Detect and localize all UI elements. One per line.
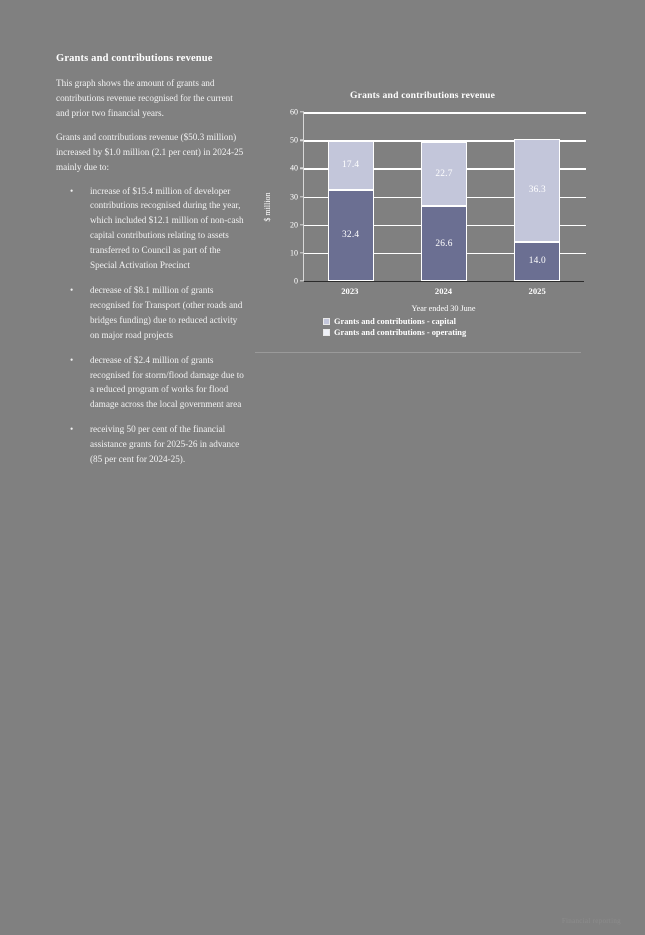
y-tick-label: 60	[290, 107, 298, 117]
chart-plot-container	[255, 107, 590, 302]
bar-value-label: 32.4	[342, 230, 360, 241]
bar-value-label: 26.6	[435, 238, 453, 249]
x-axis-label: Year ended 30 June	[411, 304, 476, 313]
bar-value-label: 17.4	[342, 160, 360, 171]
legend-label-capital: Grants and contributions - capital	[334, 317, 456, 326]
bullet-icon: •	[70, 185, 74, 196]
x-tick-2024: 2024	[434, 286, 453, 296]
y-tick-label: 10	[290, 248, 298, 258]
bar-segment-capital	[514, 139, 560, 241]
bar-value-label: 22.7	[435, 169, 453, 180]
legend-swatch-capital	[323, 318, 330, 325]
summary-paragraph: Grants and contributions revenue ($50.3 million) increased by $1.0 million (2.1 per cent) in 2024-25 mainly due to:	[56, 131, 244, 172]
bar-value-label: 14.0	[528, 256, 546, 267]
x-tick-2023: 2023	[341, 286, 359, 296]
y-tick-label: 40	[290, 163, 298, 173]
list-item	[56, 283, 246, 343]
bullet-icon: •	[70, 354, 74, 365]
list-item-text: receiving 50 per cent of the financial assistance grants for 2025-26 in advance (85 per cent for 2024-25).	[90, 424, 240, 465]
bar-series-layer	[304, 112, 584, 281]
bar-segment-operating	[328, 190, 374, 281]
y-tick-label: 0	[294, 276, 298, 286]
bar-value-label: 36.3	[528, 185, 546, 196]
bar-segment-capital	[421, 142, 467, 206]
legend-item-capital	[323, 317, 590, 326]
bar-segment-capital	[328, 141, 374, 190]
bar-group-2	[514, 112, 560, 281]
chart-title: Grants and contributions revenue	[349, 90, 496, 101]
grants-contributions-chart	[255, 86, 590, 356]
list-item-text: increase of $15.4 million of developer contributions recognised during the year, which included $12.1 million of non-cash capital contributions relating to assets transferred to Council as part of the Special Activation Precinct	[90, 185, 244, 271]
bar-segment-operating	[514, 242, 560, 281]
x-axis-tick-labels	[303, 286, 584, 296]
plot-area	[290, 107, 584, 286]
list-item	[56, 184, 246, 273]
bar-segment-operating	[421, 206, 467, 281]
bullet-icon: •	[70, 424, 74, 435]
reason-bullet-list	[56, 184, 246, 467]
list-item	[56, 353, 246, 413]
y-tick-label: 30	[290, 192, 298, 201]
bar-group-1	[421, 112, 467, 281]
page-title: Grants and contributions revenue	[56, 53, 213, 64]
bullet-icon: •	[70, 285, 74, 295]
legend-label-operating: Grants and contributions - operating	[334, 328, 467, 337]
x-tick-2025: 2025	[528, 286, 546, 296]
list-item-text: decrease of $2.4 million of grants recognised for storm/flood damage due to a reduced program of works for flood damage across the local government area	[90, 354, 244, 410]
chart-legend	[255, 317, 590, 337]
bar-group-0	[328, 112, 374, 281]
y-tick-label: 50	[290, 135, 298, 145]
chart-divider	[255, 352, 581, 353]
intro-paragraph: This graph shows the amount of grants and contributions revenue recognised for the current and prior two financial years.	[56, 78, 233, 118]
list-item	[56, 422, 246, 467]
page-footer: Financial reporting	[561, 917, 621, 925]
article-text-column	[56, 52, 246, 477]
list-item-text: decrease of $8.1 million of grants recognised for Transport (other roads and bridges funding) due to reduced activity on major road projects	[90, 285, 243, 340]
y-axis-label: $ million	[263, 192, 273, 222]
y-tick-label: 20	[290, 220, 298, 230]
legend-item-operating	[323, 328, 590, 337]
legend-swatch-operating	[323, 329, 330, 336]
